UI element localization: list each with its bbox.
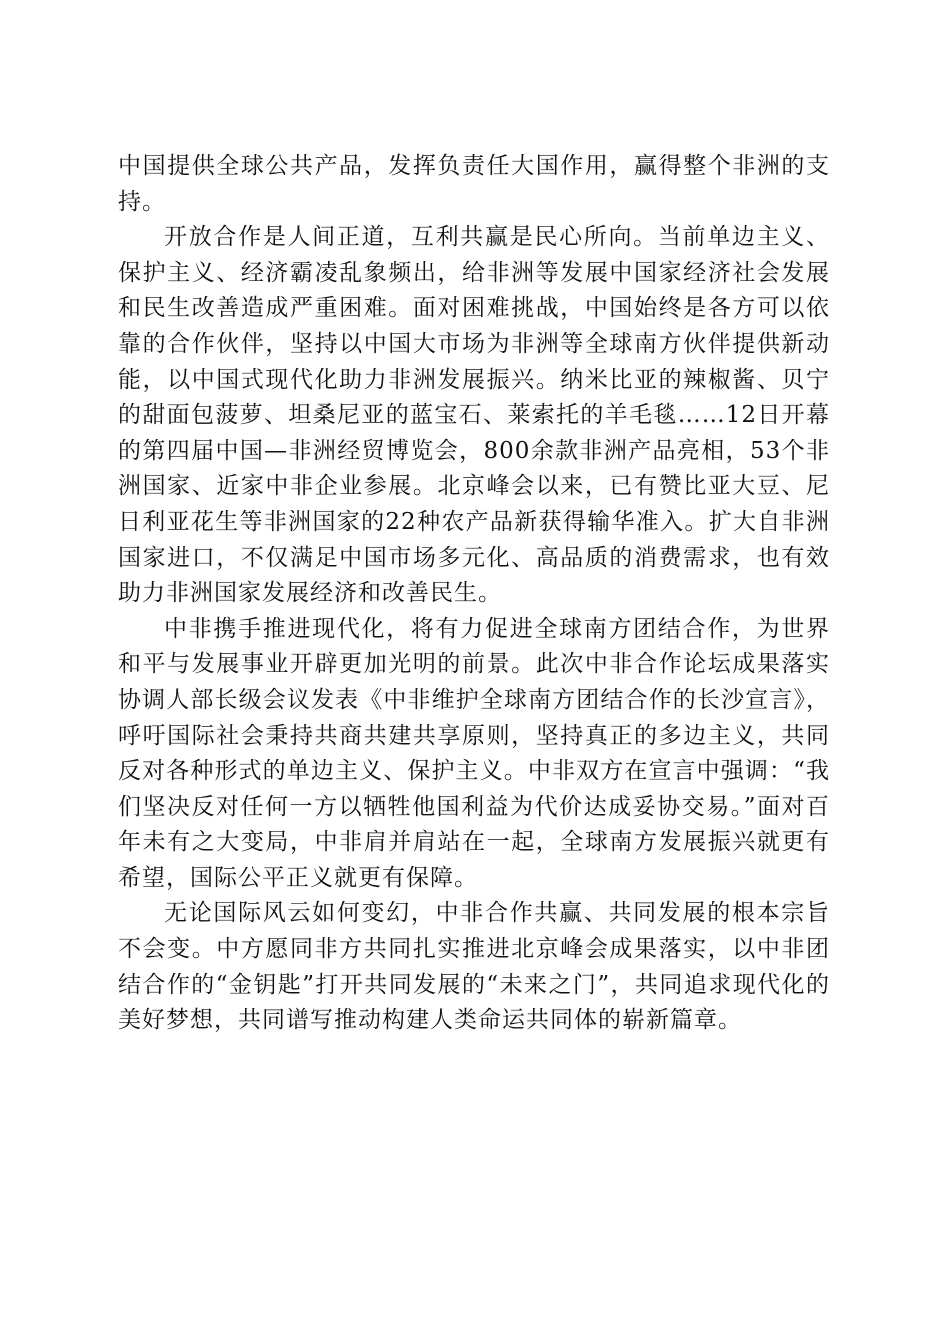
- article-body: [118, 149, 830, 1039]
- paragraph-4: 无论国际风云如何变幻，中非合作共赢、共同发展的根本宗旨不会变。中方愿同非方共同扎实推进北京峰会成果落实，以中非团结合作的“金钥匙”打开共同发展的“未来之门”，共同追求现代化的美好梦想，共同谱写推动构建人类命运共同体的崭新篇章。: [118, 900, 830, 1034]
- paragraph-1: 中国提供全球公共产品，发挥负责任大国作用，赢得整个非洲的支持。: [118, 153, 830, 215]
- paragraph-3: 中非携手推进现代化，将有力促进全球南方团结合作，为世界和平与发展事业开辟更加光明的前景。此次中非合作论坛成果落实协调人部长级会议发表《中非维护全球南方团结合作的长沙宣言》，呼吁国际社会秉持共商共建共享原则，坚持真正的多边主义，共同反对各种形式的单边主义、保护主义。中非双方在宣言中强调：“我们坚决反对任何一方以牺牲他国利益为代价达成妥协交易。”面对百年未有之大变局，中非肩并肩站在一起，全球南方发展振兴就更有希望，国际公平正义就更有保障。: [118, 615, 830, 891]
- paragraph-2: 开放合作是人间正道，互利共赢是民心所向。当前单边主义、保护主义、经济霸凌乱象频出，给非洲等发展中国家经济社会发展和民生改善造成严重困难。面对困难挑战，中国始终是各方可以依靠的合作伙伴，坚持以中国大市场为非洲等全球南方伙伴提供新动能，以中国式现代化助力非洲发展振兴。纳米比亚的辣椒酱、贝宁的甜面包菠萝、坦桑尼亚的蓝宝石、莱索托的羊毛毯……12日开幕的第四届中国—非洲经贸博览会，800余款非洲产品亮相，53个非洲国家、近家中非企业参展。北京峰会以来，已有赞比亚大豆、尼日利亚花生等非洲国家的22种农产品新获得输华准入。扩大自非洲国家进口，不仅满足中国市场多元化、高品质的消费需求，也有效助力非洲国家发展经济和改善民生。: [118, 224, 830, 607]
